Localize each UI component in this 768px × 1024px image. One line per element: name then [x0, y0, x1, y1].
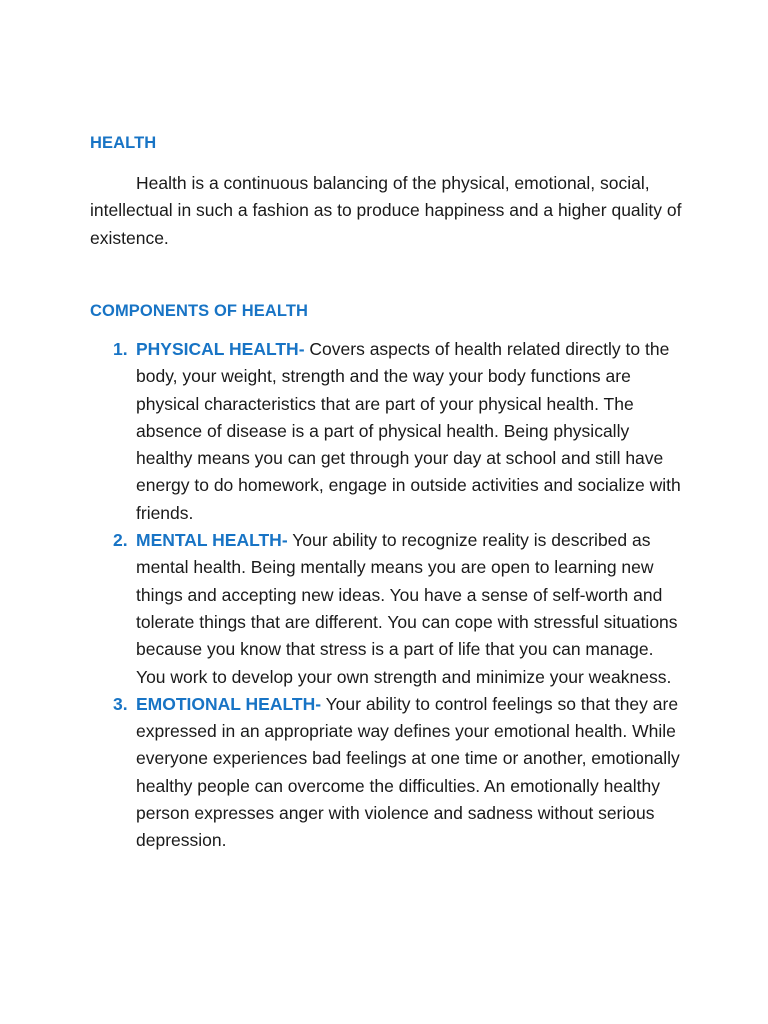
list-item-text: Your ability to recognize reality is described as mental health. Being mentally means you are open to learning new things and accepting new ideas. You have a sense of self-worth and tolerate things that are different. You can cope with stressful situations because you know that stress is a part of life that you can manage. You work to develop your own strength and minimize your weakness.	[136, 530, 678, 687]
page-title: HEALTH	[90, 134, 157, 152]
list-item-label: EMOTIONAL HEALTH-	[136, 693, 322, 714]
components-list	[0, 336, 768, 855]
list-item-text: Covers aspects of health related directly to the body, your weight, strength and the way your body functions are physical characteristics that are part of your physical health. The absence of disease is a part of physical health. Being physically healthy means you can get through your day at school and still have energy to do homework, engage in outside activities and socialize with friends.	[136, 339, 681, 523]
list-item-label: PHYSICAL HEALTH-	[136, 339, 305, 359]
list-item-number: 1.	[113, 339, 128, 359]
list-item-number: 3.	[113, 693, 128, 714]
list-item-number: 2.	[113, 530, 128, 551]
list-item-text: Your ability to control feelings so that they are expressed in an appropriate way defines your emotional health. While everyone experiences bad feelings at one time or another, emotionally healthy people can overcome the difficulties. An emotionally healthy person expresses anger with violence and sadness without serious depression.	[136, 693, 680, 851]
list-item-label: MENTAL HEALTH-	[136, 530, 288, 551]
components-heading: COMPONENTS OF HEALTH	[90, 302, 309, 320]
intro-paragraph: Health is a continuous balancing of the physical, emotional, social, intellectual in such a fashion as to produce happiness and a higher quality of existence.	[90, 173, 682, 248]
list-item-physical-health	[0, 336, 684, 527]
list-item-mental-health	[0, 527, 684, 691]
list-item-emotional-health	[0, 691, 684, 855]
